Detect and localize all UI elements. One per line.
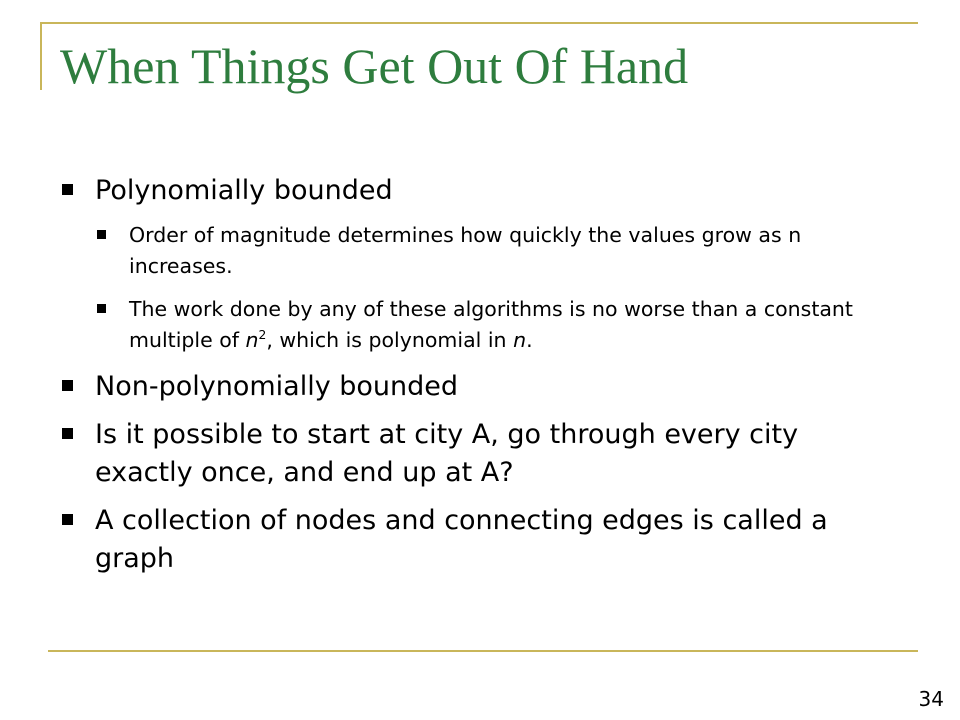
sub-bullet-order-of-magnitude xyxy=(95,220,900,282)
sub-bullet-list xyxy=(95,220,900,356)
bullet-text: A collection of nodes and connecting edges is called a graph xyxy=(95,505,828,574)
bullet-list xyxy=(60,172,900,578)
top-rule xyxy=(40,22,918,24)
bullet-item-polynomially-bounded xyxy=(60,172,900,356)
sub-bullet-text-middle: , which is polynomial in xyxy=(266,328,514,352)
square-bullet-icon xyxy=(97,304,106,313)
square-bullet-icon xyxy=(62,514,73,525)
page-number: 34 xyxy=(918,687,944,711)
exponent: 2 xyxy=(258,328,267,343)
bullet-item-city-question xyxy=(60,416,900,492)
left-rule xyxy=(40,22,42,90)
bottom-rule xyxy=(48,650,918,652)
square-bullet-icon xyxy=(97,230,106,239)
square-bullet-icon xyxy=(62,380,73,391)
sub-bullet-work-done xyxy=(95,294,900,356)
sub-bullet-text-start: The work done by any of these algorithms is no worse than a constant multiple of xyxy=(129,297,853,352)
bullet-text: Polynomially bounded xyxy=(95,175,393,206)
variable-n: n xyxy=(513,328,527,352)
square-bullet-icon xyxy=(62,428,73,439)
variable-n: n xyxy=(245,328,259,352)
slide-title: When Things Get Out Of Hand xyxy=(60,38,689,94)
bullet-item-non-polynomially-bounded xyxy=(60,368,900,406)
bullet-text: Is it possible to start at city A, go through every city exactly once, and end up at A? xyxy=(95,419,799,488)
sub-bullet-text: Order of magnitude determines how quickly the values grow as n increases. xyxy=(129,223,802,278)
bullet-text: Non-polynomially bounded xyxy=(95,371,459,402)
slide-body xyxy=(60,172,900,588)
sub-bullet-text-end: . xyxy=(526,328,533,352)
bullet-item-graph-definition xyxy=(60,502,900,578)
square-bullet-icon xyxy=(62,184,73,195)
